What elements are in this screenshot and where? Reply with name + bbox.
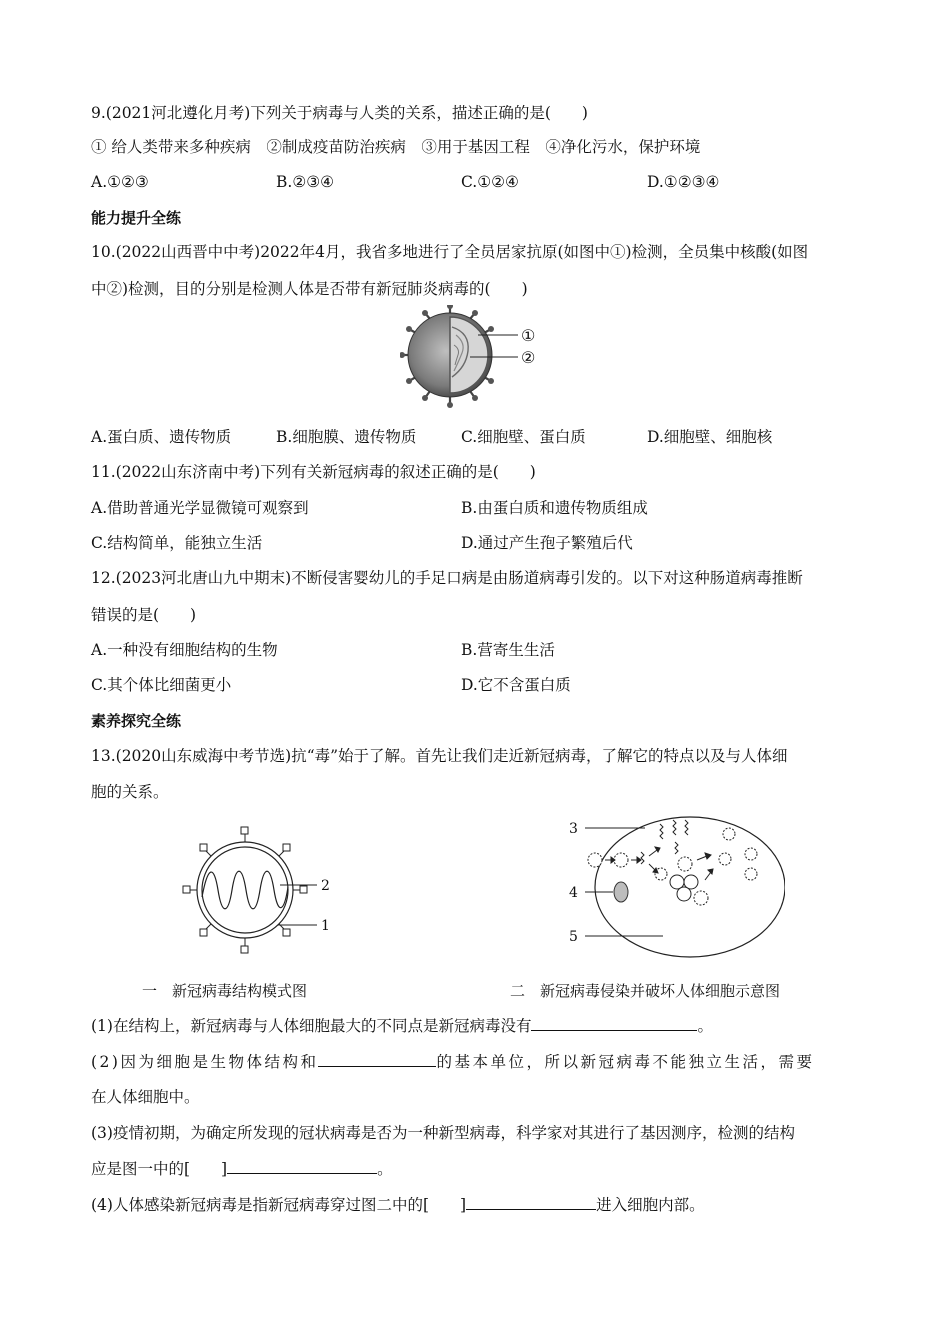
q12-option-c[interactable]: C.其个体比细菌更小 [91, 676, 232, 694]
virus-structure-figure [180, 825, 340, 955]
q11-stem: 11.(2022山东济南中考)下列有关新冠病毒的叙述正确的是( ) [91, 463, 536, 481]
fig2-caption: 二 新冠病毒侵染并破坏人体细胞示意图 [510, 982, 781, 1000]
section-heading-ability: 能力提升全练 [91, 209, 182, 227]
q13-part3-end: 。 [377, 1160, 393, 1178]
cell-nucleus [614, 882, 628, 902]
q11-option-d[interactable]: D.通过产生孢子繁殖后代 [461, 534, 633, 552]
q13-part2-answer-blank[interactable] [318, 1050, 436, 1067]
viral-rna-strands [641, 820, 688, 864]
q10-option-c[interactable]: C.细胞壁、蛋白质 [461, 428, 586, 446]
cell-infection-figure [565, 812, 785, 962]
fig2-label-5: 5 [569, 929, 578, 945]
q13-stem-line1: 13.(2020山东威海中考节选)抗“毒”始于了解。首先让我们走近新冠病毒，了解它的特点以及与人体细 [91, 747, 788, 765]
fig2-label-4: 4 [569, 885, 578, 901]
q9-option-a[interactable]: A.①②③ [91, 173, 149, 191]
q13-part2-text-a: (2)因为细胞是生物体结构和 [91, 1053, 319, 1071]
q13-part1-answer-blank[interactable] [531, 1014, 697, 1031]
q13-part4 [91, 1193, 705, 1216]
q13-part4-text: (4)人体感染新冠病毒是指新冠病毒穿过图二中的[ ] [91, 1196, 467, 1214]
q9-items: ① 给人类带来多种疾病 ②制成疫苗防治疾病 ③用于基因工程 ④净化污水，保护环境 [91, 138, 701, 156]
fig1-label-1: 1 [321, 918, 330, 934]
q13-part3-text: 应是图一中的[ ] [91, 1160, 228, 1178]
figure-label-2: ② [521, 348, 536, 367]
q13-part3-line2 [91, 1157, 393, 1180]
q12-stem-line1: 12.(2023河北唐山九中期末)不断侵害婴幼儿的手足口病是由肠道病毒引发的。以下对这种肠道病毒推断 [91, 569, 803, 587]
section-heading-explore: 素养探究全练 [91, 712, 182, 730]
q13-part2-line2: 在人体细胞中。 [91, 1088, 200, 1106]
q13-part1 [91, 1014, 713, 1037]
q12-option-a[interactable]: A.一种没有细胞结构的生物 [91, 641, 278, 659]
virus-genetic-material [202, 871, 288, 909]
q12-option-d[interactable]: D.它不含蛋白质 [461, 676, 571, 694]
q11-option-c[interactable]: C.结构简单，能独立生活 [91, 534, 263, 552]
q13-stem-line2: 胞的关系。 [91, 783, 169, 801]
q13-part4-end: 进入细胞内部。 [596, 1196, 705, 1214]
q10-option-b[interactable]: B.细胞膜、遗传物质 [276, 428, 417, 446]
q10-option-d[interactable]: D.细胞壁、细胞核 [647, 428, 773, 446]
q13-part4-answer-blank[interactable] [466, 1193, 596, 1210]
q12-option-b[interactable]: B.营寄生生活 [461, 641, 555, 659]
virus-outer-envelope [197, 842, 293, 938]
q13-part3-line1: (3)疫情初期，为确定所发现的冠状病毒是否为一种新型病毒，科学家对其进行了基因测序，检测的结构 [91, 1124, 795, 1142]
q9-option-d[interactable]: D.①②③④ [647, 173, 720, 191]
q12-stem-line2: 错误的是( ) [91, 606, 197, 624]
q10-option-a[interactable]: A.蛋白质、遗传物质 [91, 428, 232, 446]
q13-part2-text-b: 的基本单位，所以新冠病毒不能独立生活，需要 [436, 1053, 815, 1071]
q9-option-b[interactable]: B.②③④ [276, 173, 335, 191]
fig1-label-2: 2 [321, 878, 330, 894]
q13-part2 [91, 1050, 814, 1073]
fig1-caption: 一 新冠病毒结构模式图 [142, 982, 308, 1000]
fig2-label-3: 3 [569, 821, 578, 837]
q10-stem-line1: 10.(2022山西晋中中考)2022年4月，我省多地进行了全员居家抗原(如图中①)检测，全员集中核酸(如图 [91, 243, 809, 261]
q13-part3-answer-blank[interactable] [227, 1157, 377, 1174]
virus-inner-capsid [202, 847, 288, 933]
q10-stem-line2: 中②)检测，目的分别是检测人体是否带有新冠肺炎病毒的( ) [91, 280, 528, 298]
figure-label-1: ① [521, 326, 536, 345]
q11-option-b[interactable]: B.由蛋白质和遗传物质组成 [461, 499, 648, 517]
q13-part1-end: 。 [697, 1017, 713, 1035]
q9-option-c[interactable]: C.①②④ [461, 173, 519, 191]
virus-particles [588, 828, 757, 905]
q13-part1-text: (1)在结构上，新冠病毒与人体细胞最大的不同点是新冠病毒没有 [91, 1017, 532, 1035]
coronavirus-cross-section-figure [400, 305, 550, 417]
q9-stem: 9.(2021河北遵化月考)下列关于病毒与人类的关系，描述正确的是( ) [91, 104, 588, 122]
q11-option-a[interactable]: A.借助普通光学显微镜可观察到 [91, 499, 309, 517]
